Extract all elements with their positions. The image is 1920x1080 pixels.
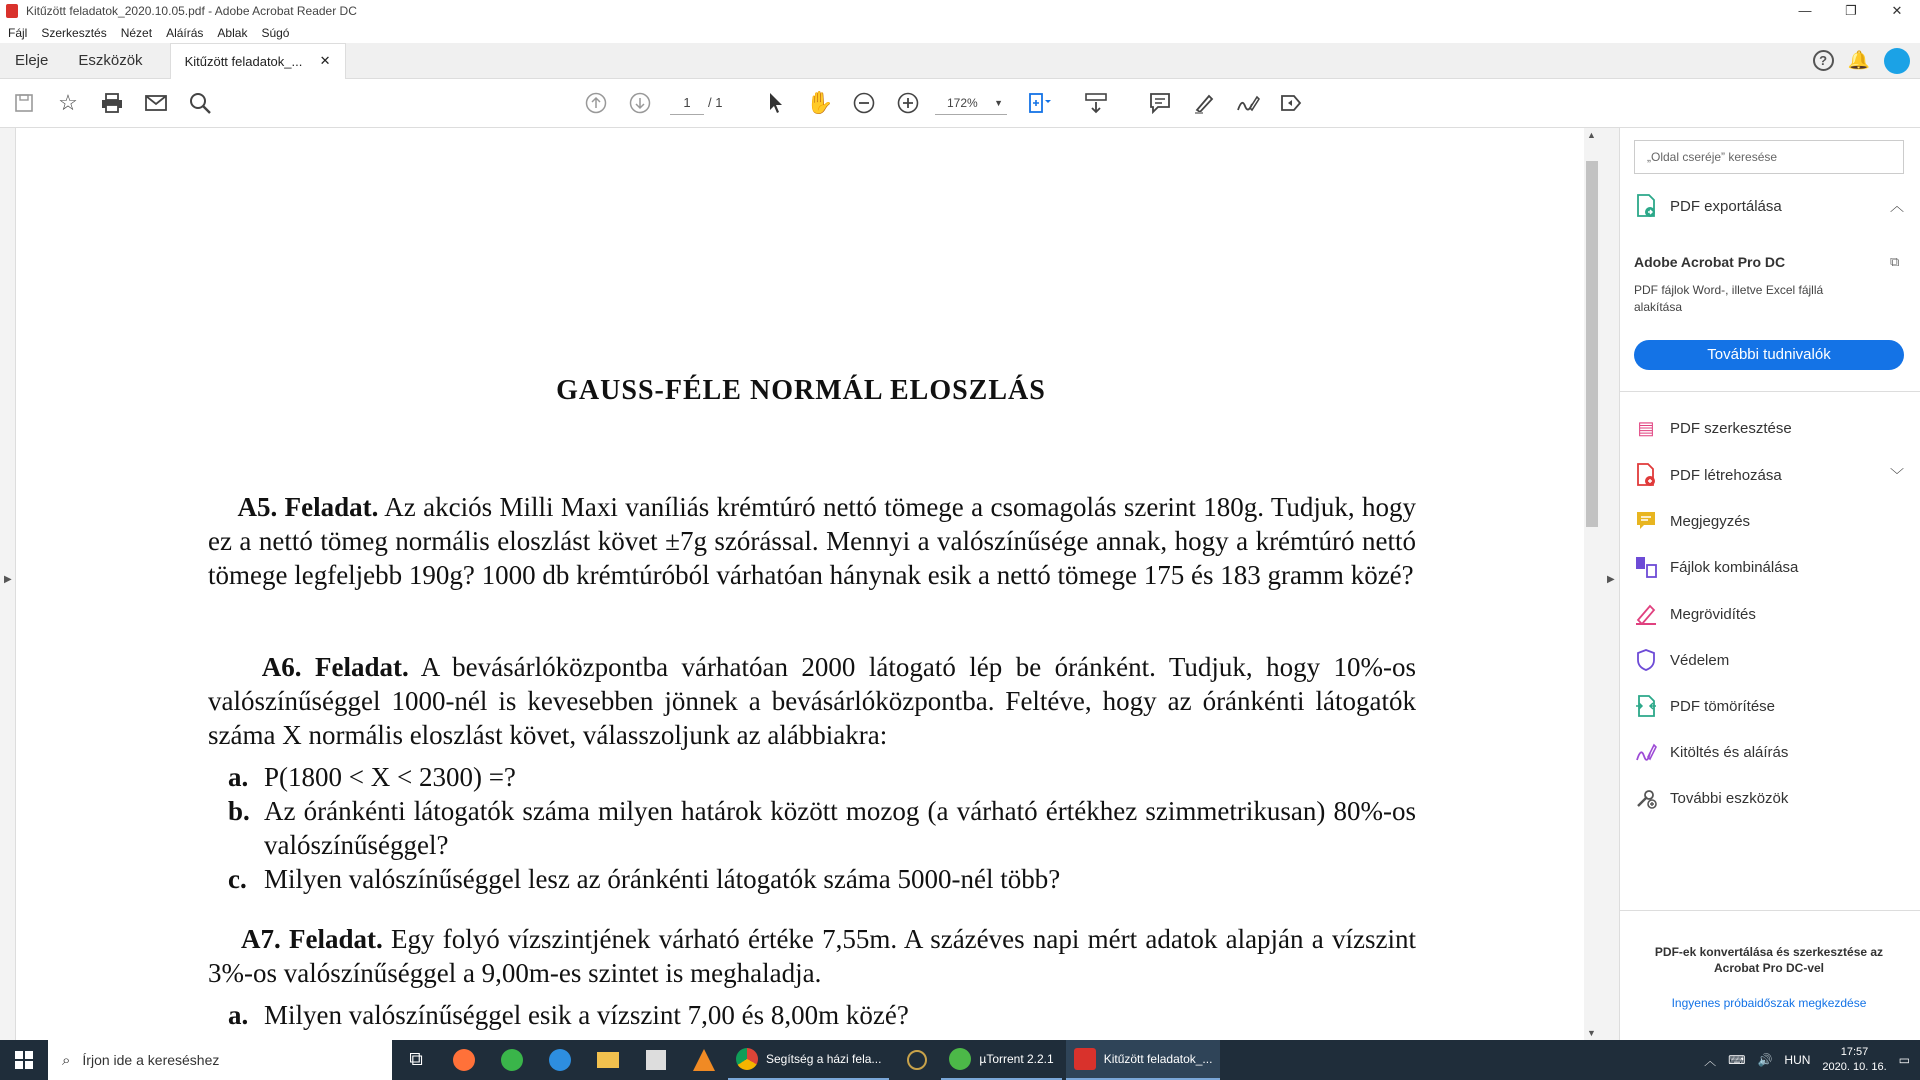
volume-icon[interactable]: 🔊: [1757, 1053, 1773, 1067]
find-zoom-icon[interactable]: [186, 89, 214, 117]
item-text: Milyen valószínűséggel esik a vízszint 7,00 és 8,00m közé?: [264, 1000, 909, 1030]
tool-label: PDF létrehozása: [1670, 466, 1782, 484]
upgrade-footer-text: PDF-ek konvertálása és szerkesztése az Acrobat Pro DC-vel: [1654, 945, 1884, 975]
clock-time: 17:57: [1840, 1046, 1869, 1058]
avatar[interactable]: [1884, 48, 1910, 74]
task-a7: [208, 922, 1416, 990]
free-trial-link[interactable]: Ingyenes próbaidőszak megkezdése: [1671, 996, 1867, 1010]
taskbar-app-utorrent[interactable]: [941, 1040, 1061, 1080]
scroll-up-icon[interactable]: ▲: [1587, 130, 1596, 140]
windows-taskbar: [0, 1040, 1920, 1080]
scroll-mode-icon[interactable]: [1082, 89, 1110, 117]
tray-expand-icon[interactable]: ︿: [1704, 1053, 1717, 1068]
title-bar: [0, 0, 1920, 22]
menu-file[interactable]: Fájl: [8, 25, 28, 40]
league-icon[interactable]: [893, 1040, 941, 1080]
clock-date: 2020. 10. 16.: [1822, 1061, 1887, 1073]
tool-fill-sign[interactable]: [1634, 737, 1904, 767]
task-a6: [208, 650, 1416, 752]
save-icon[interactable]: [10, 89, 38, 117]
taskbar-search-placeholder: Írjon ide a kereséshez: [82, 1052, 220, 1068]
menu-window[interactable]: Ablak: [217, 25, 248, 40]
taskbar-app-acrobat[interactable]: [1066, 1040, 1221, 1080]
task-a6-label: A6. Feladat.: [261, 652, 409, 682]
tab-home[interactable]: Eleje: [15, 52, 49, 69]
help-icon[interactable]: ?: [1813, 50, 1834, 71]
document-title: GAUSS-FÉLE NORMÁL ELOSZLÁS: [556, 375, 1046, 406]
zoom-in-icon[interactable]: [894, 89, 922, 117]
minimize-button[interactable]: —: [1798, 3, 1812, 18]
highlight-pen-icon[interactable]: [1190, 89, 1218, 117]
edit-pdf-icon: ▤: [1637, 417, 1655, 438]
task-a5-text: Az akciós Milli Maxi vaníliás krémtúró nettó tömege a csomagolás szerint 180g. Tudjuk, hogy ez a nettó tömeg normális eloszlást követ ±7g szórással. Mennyi a valószínűsége annak, hogy a krémtúró nettó tömege legfeljebb 190g? 1000 db krémtúróból várhatóan hánynak esik a nettó tömege 175 és 183 gramm közé?: [208, 492, 1417, 590]
taskbar-app-label: µTorrent 2.2.1: [979, 1052, 1054, 1066]
task-a6-item-c: [228, 862, 1416, 896]
promo-copy: PDF fájlok Word-, illetve Excel fájllá alakítása: [1634, 283, 1824, 314]
document-tab-label: Kitűzött feladatok_...: [184, 53, 303, 69]
item-text: Az óránkénti látogatók száma milyen határok között mozog (a várható értékhez szimmetrikusan) 80%-os valószínűséggel?: [264, 796, 1416, 860]
keyboard-icon[interactable]: ⌨: [1728, 1053, 1746, 1067]
clock[interactable]: [1822, 1045, 1886, 1075]
task-a7-text: Egy folyó vízszintjének várható értéke 7,55m. A százéves napi mért adatok alapján a vízszint 3%-os valószínűséggel a 9,00m-es szintet is meghaladja.: [208, 924, 1417, 988]
page-total: / 1: [708, 95, 723, 110]
app-blue-icon[interactable]: [536, 1040, 584, 1080]
tool-label: Megjegyzés: [1670, 512, 1751, 530]
chevron-down-icon[interactable]: ﹀: [1890, 467, 1904, 483]
tool-label: Védelem: [1670, 651, 1730, 669]
tool-search-input[interactable]: „Oldal cseréje” keresése: [1634, 140, 1904, 174]
fit-page-icon[interactable]: [1026, 89, 1054, 117]
tool-label: További eszközök: [1670, 789, 1789, 807]
acrobat-icon: [1074, 1048, 1096, 1070]
chevron-up-icon[interactable]: ︿: [1890, 198, 1904, 214]
select-cursor-icon[interactable]: [762, 89, 790, 117]
item-label: a.: [228, 1000, 249, 1030]
promo-title: Adobe Acrobat Pro DC: [1634, 254, 1786, 270]
chevron-down-icon: ▼: [994, 98, 1003, 108]
vertical-scrollbar[interactable]: [1584, 128, 1600, 1040]
chrome-icon: [736, 1048, 758, 1070]
item-text: P(1800 < X < 2300) =?: [264, 762, 516, 792]
export-pdf-label: PDF exportálása: [1670, 197, 1782, 215]
menu-edit[interactable]: Szerkesztés: [41, 25, 107, 40]
comment-icon[interactable]: [1146, 89, 1174, 117]
task-a6-text: A bevásárlóközpontba várhatóan 2000 látogató lép be óránként. Tudjuk, hogy 10%-os valószínűséggel 1000-nél is kevesebben jönnek a bevásárlóközpontba. Feltéve, hogy az óránkénti látogatók száma X normális eloszlást követ, válasszoljunk az alábbiakra:: [208, 652, 1417, 750]
tab-tools[interactable]: Eszközök: [78, 52, 143, 69]
divider: [1620, 910, 1920, 911]
fill-sign-icon: [1634, 740, 1658, 764]
pdf-page: [16, 128, 1584, 1040]
system-tray: [1704, 1045, 1920, 1075]
expand-left-icon: ▶: [4, 574, 12, 585]
export-pdf-item[interactable]: [1634, 191, 1904, 221]
bookmark-star-icon[interactable]: ☆: [58, 90, 78, 115]
task-a5: [208, 490, 1416, 592]
tool-edit-pdf[interactable]: [1634, 413, 1904, 443]
windows-start-icon[interactable]: [0, 1040, 48, 1080]
taskbar-app-label: Kitűzött feladatok_...: [1103, 1052, 1213, 1066]
hand-tool-icon[interactable]: ✋: [806, 90, 834, 115]
language-indicator[interactable]: HUN: [1784, 1053, 1811, 1067]
tool-label: Kitöltés és aláírás: [1670, 743, 1789, 761]
zoom-level-dropdown[interactable]: [935, 91, 1007, 115]
tab-bar: [0, 43, 1920, 79]
store-icon[interactable]: [632, 1040, 680, 1080]
more-tools-icon: [1634, 786, 1658, 810]
tool-redact[interactable]: [1634, 599, 1904, 629]
item-label: a.: [228, 762, 249, 792]
scrollbar-thumb[interactable]: [1586, 161, 1598, 527]
create-pdf-icon: [1634, 463, 1658, 487]
left-panel-toggle[interactable]: [0, 128, 16, 1040]
combine-files-icon: [1634, 555, 1658, 579]
menu-sign[interactable]: Aláírás: [166, 25, 204, 40]
item-label: c.: [228, 864, 247, 894]
export-pdf-icon: [1634, 194, 1658, 218]
document-view[interactable]: [16, 128, 1584, 1040]
scroll-down-icon[interactable]: ▼: [1587, 1028, 1596, 1038]
collapse-right-icon: ▶: [1607, 574, 1615, 585]
taskbar-search-input[interactable]: [48, 1040, 392, 1080]
tool-protect[interactable]: [1634, 645, 1904, 675]
task-a6-item-a: [228, 760, 1416, 794]
tool-combine-files[interactable]: [1634, 552, 1904, 582]
tool-more-tools[interactable]: [1634, 783, 1904, 813]
tool-comment[interactable]: [1634, 506, 1904, 536]
task-view-icon[interactable]: ⧉: [409, 1049, 423, 1070]
redact-icon: [1634, 602, 1658, 626]
task-a5-label: A5. Feladat.: [237, 492, 379, 522]
tool-label: PDF tömörítése: [1670, 697, 1776, 715]
tool-compress[interactable]: [1634, 691, 1904, 721]
page-number-input[interactable]: 1: [670, 91, 704, 115]
file-explorer-icon[interactable]: [584, 1040, 632, 1080]
zoom-level-value: 172%: [947, 96, 978, 110]
right-panel-toggle[interactable]: [1600, 128, 1620, 1040]
task-a7-label: A7. Feladat.: [241, 924, 383, 954]
compress-icon: [1634, 694, 1658, 718]
item-text: Milyen valószínűséggel lesz az óránkénti látogatók száma 5000-nél több?: [264, 864, 1061, 894]
taskbar-app-label: Segítség a házi fela...: [766, 1052, 882, 1066]
copy-icon[interactable]: ⧉: [1890, 254, 1900, 269]
menu-view[interactable]: Nézet: [120, 25, 153, 40]
tools-side-panel: [1620, 128, 1920, 1040]
notifications-icon[interactable]: 🔔: [1847, 50, 1870, 70]
utorrent-icon: [949, 1048, 971, 1070]
previous-page-icon[interactable]: [582, 89, 610, 117]
tool-label: Megrövidítés: [1670, 605, 1756, 623]
divider: [1620, 391, 1920, 392]
notification-center-icon[interactable]: ▭: [1898, 1053, 1910, 1067]
print-icon[interactable]: [98, 89, 126, 117]
firefox-icon[interactable]: [440, 1040, 488, 1080]
zoom-out-icon[interactable]: [850, 89, 878, 117]
tool-create-pdf[interactable]: [1634, 460, 1904, 490]
tool-label: Fájlok kombinálása: [1670, 558, 1799, 576]
vlc-icon[interactable]: [680, 1040, 728, 1080]
acrobat-app-icon: [6, 4, 18, 18]
learn-more-button[interactable]: További tudnivalók: [1634, 340, 1904, 370]
protect-icon: [1634, 648, 1658, 672]
window-title: Kitűzött feladatok_2020.10.05.pdf - Adobe Acrobat Reader DC: [26, 4, 357, 18]
task-a7-item-a: [228, 998, 1416, 1032]
sign-icon[interactable]: [1234, 89, 1262, 117]
comment-icon: [1634, 509, 1658, 533]
menu-help[interactable]: Súgó: [261, 25, 290, 40]
close-tab-icon[interactable]: ✕: [319, 53, 331, 68]
tool-label: PDF szerkesztése: [1670, 419, 1792, 437]
sharex-icon[interactable]: [488, 1040, 536, 1080]
taskbar-app-chrome[interactable]: [728, 1040, 889, 1080]
menu-bar: [0, 22, 1920, 43]
send-share-icon[interactable]: [1278, 89, 1306, 117]
search-icon: ⌕: [62, 1051, 71, 1069]
close-window-button[interactable]: ✕: [1891, 3, 1903, 18]
tab-document[interactable]: [170, 43, 346, 79]
item-label: b.: [228, 796, 250, 826]
email-icon[interactable]: [142, 89, 170, 117]
toolbar: [0, 79, 1920, 128]
next-page-icon[interactable]: [626, 89, 654, 117]
maximize-button[interactable]: ❐: [1845, 3, 1857, 18]
task-a6-item-b: [228, 794, 1416, 862]
